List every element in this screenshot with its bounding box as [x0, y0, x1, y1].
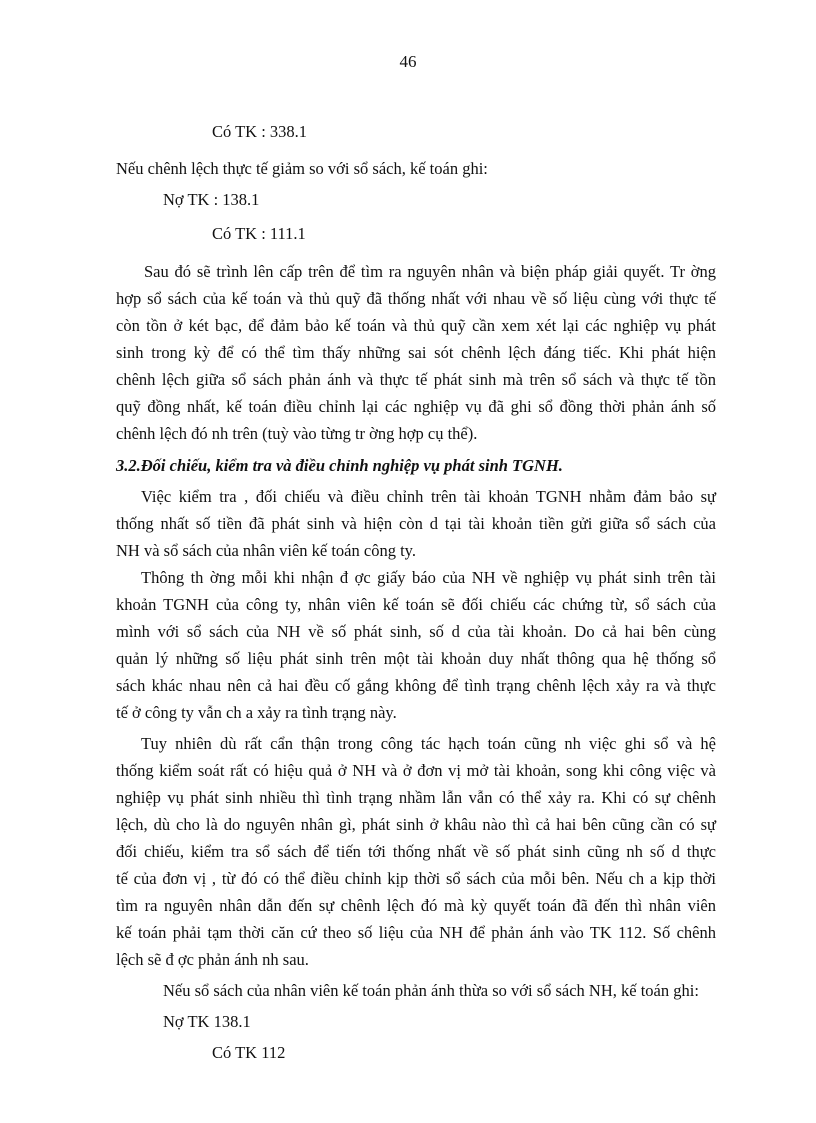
paragraph-line: chênh lệch đó nh trên (tuỳ vào từng tr ờng hợp cụ thể).	[116, 424, 478, 443]
paragraph-line: tìm ra nguyên nhân dẫn đến sự chênh lệch đó mà kỳ quyết toán đã đến thì nhân viên	[116, 896, 716, 915]
paragraph-line: thống nhất số tiền đã phát sinh và hiện còn d tại tài khoản tiền gửi giữa sổ sách của	[116, 514, 716, 533]
entry-credit-3381: Có TK : 338.1	[212, 122, 308, 141]
entry-debit-1381: Nợ TK 138.1	[163, 1012, 251, 1031]
paragraph-line: Việc kiểm tra , đối chiếu và điều chỉnh trên tài khoản TGNH nhằm đảm bảo sự	[141, 487, 716, 506]
paragraph-line: sinh trong kỳ để có thể tìm thấy những sai sót chênh lệch đáng tiếc. Khi phát hiện	[116, 343, 716, 362]
paragraph-line: quỹ đồng nhất, kế toán điều chỉnh lại các nghiệp vụ đã ghi sổ đồng thời phản ánh số	[116, 397, 716, 416]
paragraph-line: Thông th ờng mỗi khi nhận đ ợc giấy báo của NH về nghiệp vụ phát sinh trên tài	[141, 568, 716, 587]
section-heading: 3.2.Đối chiếu, kiểm tra và điều chỉnh nghiệp vụ phát sinh TGNH.	[116, 456, 563, 475]
paragraph-line: mình với sổ sách của NH về số phát sinh, số d của tài khoản. Do cả hai bên cùng	[116, 622, 716, 641]
paragraph-line: tế ở công ty vẫn ch a xảy ra tình trạng này.	[116, 703, 397, 722]
paragraph-line: kế toán phải tạm thời căn cứ theo số liệu của NH để phản ánh vào TK 112. Số chênh	[116, 923, 716, 942]
entry-credit-1111: Có TK : 111.1	[212, 224, 306, 243]
paragraph-line: nghiệp vụ phát sinh nhiều thì tình trạng nhầm lẫn vẫn có thể xảy ra. Khi có sự chênh	[116, 788, 716, 807]
paragraph-line: Sau đó sẽ trình lên cấp trên để tìm ra nguyên nhân và biện pháp giải quyết. Tr ờng	[144, 262, 716, 281]
paragraph-line: còn tồn ở két bạc, để đảm bảo kế toán và thủ quỹ cần xem xét lại các nghiệp vụ phát	[116, 316, 716, 335]
entry-debit-1381: Nợ TK : 138.1	[163, 190, 260, 209]
paragraph-line: tế của đơn vị , từ đó có thể điều chỉnh kịp thời sổ sách của mỗi bên. Nếu ch a kịp thời	[116, 869, 716, 888]
paragraph-line: NH và sổ sách của nhân viên kế toán công ty.	[116, 541, 416, 560]
paragraph-line: lệch sẽ đ ợc phản ánh nh sau.	[116, 950, 309, 969]
paragraph-line: lệch, dù cho là do nguyên nhân gì, phát sinh ở khâu nào thì cả hai bên cũng cần có sự	[116, 815, 716, 834]
paragraph-line: hợp sổ sách của kế toán và thủ quỹ đã thống nhất với nhau về số liệu cùng với thực tế	[116, 289, 716, 308]
page-number: 46	[399, 52, 417, 71]
entry-credit-112: Có TK 112	[212, 1043, 286, 1062]
paragraph-line: Tuy nhiên dù rất cẩn thận trong công tác hạch toán cũng nh việc ghi sổ và hệ	[141, 734, 716, 753]
paragraph-line: thống kiểm soát rất có hiệu quả ở NH và ở đơn vị mở tài khoản, song khi công việc và	[116, 761, 716, 780]
paragraph-line: đối chiếu, kiểm tra sổ sách để tiến tới thống nhất về số phát sinh cũng nh số d thực	[116, 842, 716, 861]
paragraph-line: chênh lệch giữa sổ sách phản ánh và thực tế phát sinh mà trên sổ sách và thực tế tồn	[116, 370, 716, 389]
paragraph-line: sách khác nhau nên cả hai đều cố gắng không để tình trạng chênh lệch xảy ra và thực	[116, 676, 716, 695]
text-line: Nếu chênh lệch thực tế giảm so với sổ sách, kế toán ghi:	[116, 159, 488, 178]
paragraph-line: khoản TGNH của công ty, nhân viên kế toán sẽ đối chiếu các chứng từ, sổ sách của	[116, 595, 716, 614]
text-line: Nếu sổ sách của nhân viên kế toán phản ánh thừa so với sổ sách NH, kế toán ghi:	[163, 981, 699, 1000]
paragraph-line: quản lý những số liệu phát sinh trên một tài khoản duy nhất thông qua hệ thống sổ	[116, 649, 716, 668]
